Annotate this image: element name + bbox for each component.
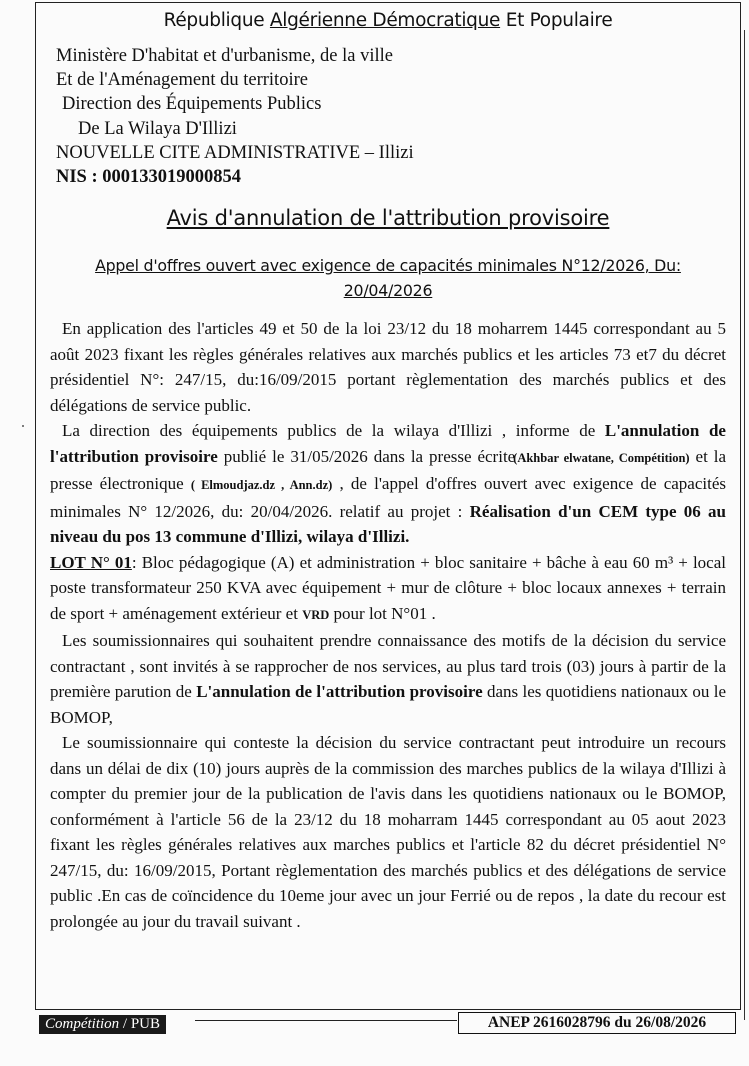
- direction-line: Direction des Équipements Publics: [62, 94, 322, 115]
- footer-divider: [195, 1020, 457, 1021]
- tender-reference: [50, 253, 726, 303]
- annulation-phrase: L'annulation de l'attribution provisoire: [50, 421, 726, 466]
- nis-line: NIS : 000133019000854: [56, 167, 242, 188]
- publisher-name: Compétition: [45, 1016, 120, 1032]
- ministry-line-1: Ministère D'habitat et d'urbanisme, de la ville: [56, 46, 394, 66]
- paragraph-appeal: Le soumissionnaire qui conteste la décision du service contractant peut introduire un recours dans un délai de dix (10) jours auprès de la commission des marches publics de la wilaya d'Illizi à compter du premier jour de la publication de l'avis dans les quotidiens nationaux ou le BOMOP, conformément à l'article 56 de la 23/12 du 18 moharram 1445 correspondant au 05 aout 2023 fixant les règles générales relatives aux marches publics et l'article 82 du décret présidentiel N° 247/15, du: 16/09/2015, Portant règlementation des marchés publics et des délégations de service public .En cas de coïncidence du 10eme jour avec un jour Ferrié ou de repos , la date du recour est prolongée au jour du travail suivant .: [50, 733, 726, 931]
- notice-body: [50, 316, 726, 934]
- paragraph-consultation: [50, 628, 726, 730]
- lot-end: pour lot N°01 .: [329, 603, 436, 623]
- announcement-electronic: et la presse électronique: [50, 446, 726, 493]
- lot-label: LOT N° 01: [50, 552, 132, 572]
- notice-title: Avis d'annulation de l'attribution provisoire: [166, 206, 610, 230]
- lot-vrd: VRD: [302, 607, 330, 622]
- page-border-right-edge: [744, 30, 745, 1020]
- paragraph-announcement: [50, 418, 726, 628]
- lot-description: : Bloc pédagogique (A) et administration + bloc sanitaire + bâche à eau 60 m³ + local poste transformateur 250 KVA avec équipement + mur de clôture + bloc locaux annexes + terrain de sport + aménagement extérieur et: [50, 552, 726, 623]
- publisher-tag: [39, 1015, 166, 1034]
- tender-reference-line-1: Appel d'offres ouvert avec exigence de capacités minimales N°12/2026, Du:: [95, 256, 681, 275]
- wilaya-line: De La Wilaya D'Illizi: [78, 118, 237, 139]
- republic-header: [36, 10, 740, 31]
- tender-reference-date: 20/04/2026: [343, 281, 433, 300]
- consultation-annulation-phrase: L'annulation de l'attribution provisoire: [196, 682, 483, 701]
- republic-text-underlined: Algérienne Démocratique: [269, 10, 501, 31]
- consultation-intro: Les soumissionnaires qui souhaitent prendre connaissance des motifs de la décision du service contractant , sont invités à se rapprocher de nos services, au plus tard trois (03) jours à partir de la première parution de: [50, 631, 726, 701]
- scan-speck: [22, 425, 24, 427]
- publisher-pub: / PUB: [119, 1016, 161, 1032]
- anep-reference: ANEP 2616028796 du 26/08/2026: [458, 1012, 736, 1034]
- address-line: NOUVELLE CITE ADMINISTRATIVE – Illizi: [56, 142, 414, 163]
- consultation-end: dans les quotidiens nationaux ou le BOMOP,: [50, 682, 727, 727]
- print-press-names: (Akhbar elwatane, Compétition): [513, 450, 690, 465]
- announcement-project: , de l'appel d'offres ouvert avec exigence de capacités minimales N° 12/2026, du: 20/04/2026. relatif au projet :: [50, 474, 726, 521]
- project-name: Réalisation d'un CEM type 06 au niveau du pos 13 commune d'Illizi, wilaya d'Illizi.: [50, 501, 727, 546]
- announcement-published: publié le 31/05/2026 dans la presse écrite: [217, 446, 522, 466]
- electronic-press-names: ( Elmoudjaz.dz , Ann.dz): [190, 478, 333, 492]
- organization-block: [56, 44, 414, 189]
- republic-text-end: Et Populaire: [500, 10, 613, 31]
- republic-text-start: République: [163, 10, 270, 31]
- ministry-line-2: Et de l'Aménagement du territoire: [56, 70, 308, 91]
- paragraph-legal-basis: En application des l'articles 49 et 50 de la loi 23/12 du 18 moharrem 1445 correspondant au 5 août 2023 fixant les règles générales relatives aux marchés publics et les articles 73 et7 du décret présidentiel N°: 247/15, du:16/09/2015 portant règlementation des marchés publics et des délégations de service public.: [50, 319, 726, 415]
- announcement-intro: La direction des équipements publics de la wilaya d'Illizi , informe de: [62, 421, 605, 440]
